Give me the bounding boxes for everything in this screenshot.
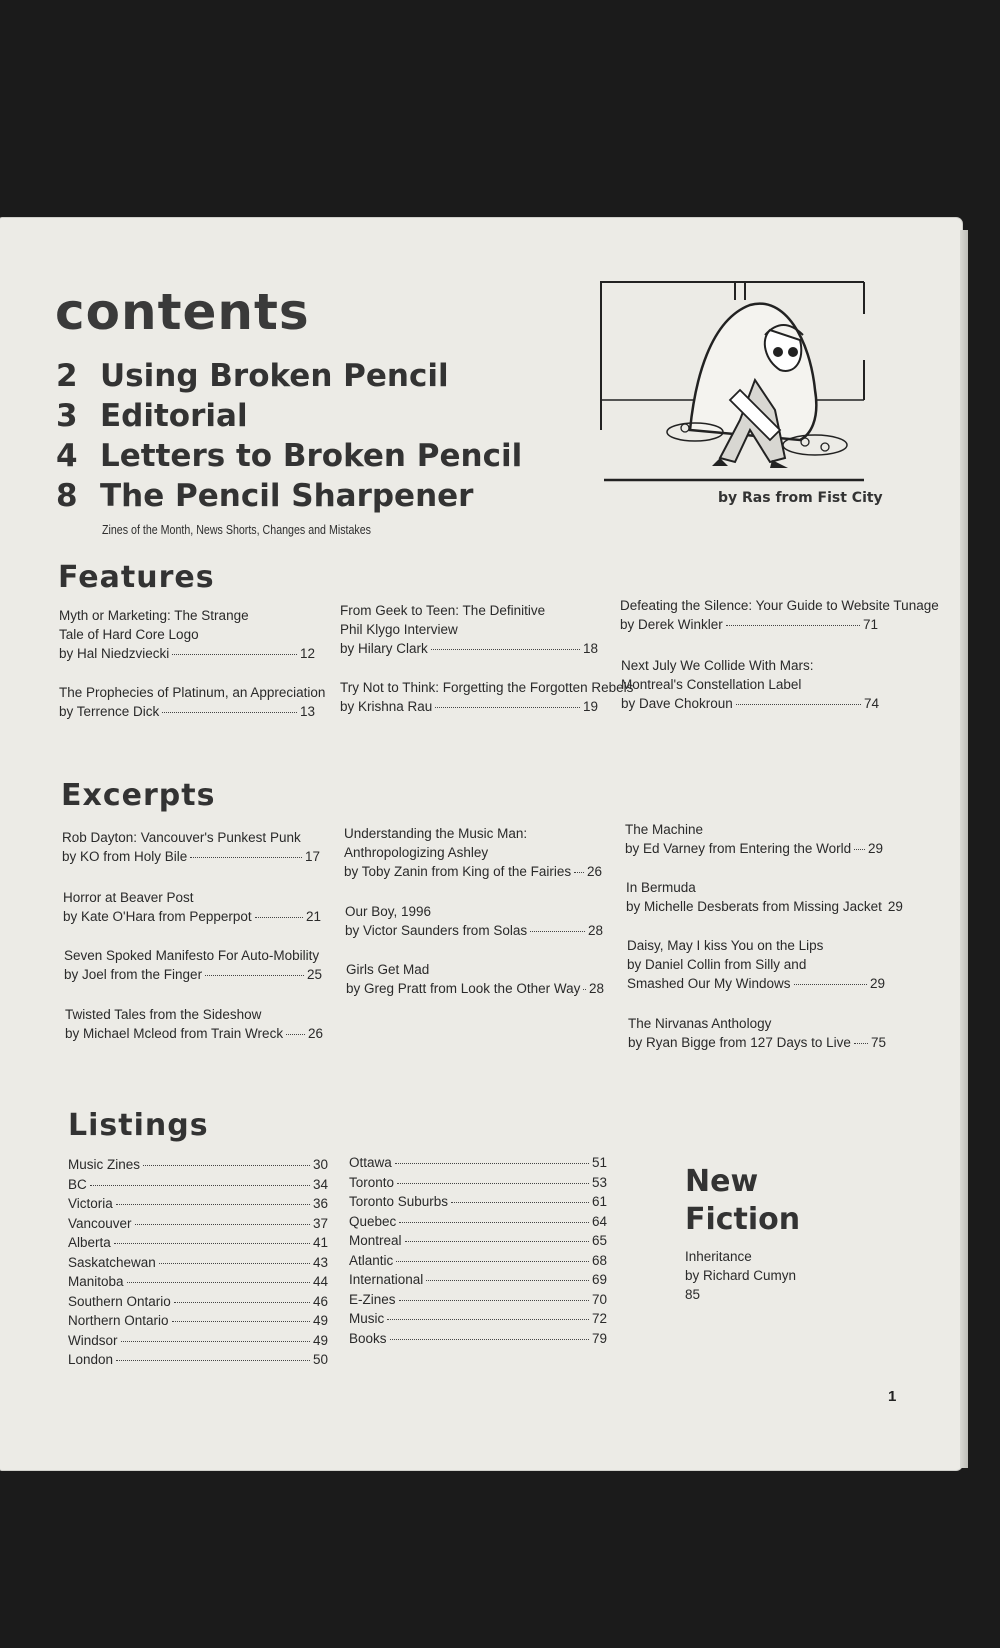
listing-row: Victoria 36	[68, 1196, 328, 1211]
listing-row: Northern Ontario 49	[68, 1313, 328, 1328]
features-entry: Next July We Collide With Mars: Montreal's Constellation Label by Dave Chokroun 74	[621, 658, 879, 711]
new-fiction-story: Inheritance	[685, 1249, 752, 1264]
excerpts-entry: Daisy, May I kiss You on the Lips by Daniel Collin from Silly and Smashed Our My Windows 29	[627, 938, 885, 991]
toc-item-title: Letters to Broken Pencil	[100, 438, 523, 474]
excerpts-entry: The Nirvanas Anthology by Ryan Bigge from 127 Days to Live 75	[628, 1016, 886, 1050]
listing-row: Saskatchewan 43	[68, 1254, 328, 1270]
excerpts-entry: In Bermuda by Michelle Desberats from Missing Jacket 29	[626, 880, 903, 914]
listing-row: London 50	[68, 1352, 328, 1367]
sharpener-subtitle: Zines of the Month, News Shorts, Changes and Mistakes	[102, 522, 371, 537]
toc-item: 8 The Pencil Sharpener	[56, 478, 474, 514]
toc-item: 3 Editorial	[56, 398, 248, 434]
new-fiction-page: 85	[685, 1287, 701, 1302]
page-edge	[960, 230, 968, 1468]
excerpts-entry: Rob Dayton: Vancouver's Punkest Punk by KO from Holy Bile 17	[62, 830, 320, 864]
listing-row: Alberta 41	[68, 1235, 328, 1250]
features-entry: From Geek to Teen: The Definitive Phil Klygo Interview by Hilary Clark 18	[340, 603, 598, 656]
main-toc	[56, 358, 522, 518]
listings-column-2	[349, 1153, 607, 1348]
new-fiction-title-line1: New	[685, 1164, 759, 1199]
contents-title: contents	[55, 283, 310, 341]
toc-item: 4 Letters to Broken Pencil	[56, 438, 523, 474]
page-number: 1	[888, 1388, 897, 1405]
listings-heading: Listings	[68, 1108, 209, 1143]
listing-row: Ottawa 51	[349, 1155, 607, 1170]
listing-row: Quebec 64	[349, 1213, 607, 1229]
excerpts-entry: Our Boy, 1996 by Victor Saunders from Solas 28	[345, 904, 603, 938]
excerpts-entry: Twisted Tales from the Sideshow by Michael Mcleod from Train Wreck 26	[65, 1007, 323, 1041]
listing-row: Montreal 65	[349, 1233, 607, 1248]
toc-item: 2 Using Broken Pencil	[56, 358, 449, 394]
new-fiction-author: by Richard Cumyn	[685, 1268, 797, 1283]
features-entry: Myth or Marketing: The Strange Tale of Hard Core Logo by Hal Niedzviecki 12	[59, 608, 315, 661]
listing-row: E-Zines 70	[349, 1291, 607, 1307]
features-entry: Try Not to Think: Forgetting the Forgotten Rebels by Krishna Rau 19	[340, 680, 634, 714]
listing-row: Southern Ontario 46	[68, 1293, 328, 1309]
excerpts-entry: Horror at Beaver Post by Kate O'Hara from Pepperpot 21	[63, 890, 321, 924]
listing-row: Music 72	[349, 1311, 607, 1326]
listings-column-1	[68, 1155, 328, 1370]
listing-row: Manitoba 44	[68, 1274, 328, 1289]
listing-row: Toronto 53	[349, 1174, 607, 1190]
cartoon-illustration	[600, 280, 865, 486]
new-fiction-title-line2: Fiction	[685, 1202, 801, 1237]
toc-item-title: Using Broken Pencil	[100, 358, 449, 394]
listing-row: Books 79	[349, 1330, 607, 1346]
excerpts-entry: Seven Spoked Manifesto For Auto-Mobility by Joel from the Finger 25	[64, 948, 322, 982]
toc-item-title: Editorial	[100, 398, 248, 434]
new-fiction-block	[685, 1163, 800, 1304]
listing-row: BC 34	[68, 1176, 328, 1192]
listing-row: Vancouver 37	[68, 1215, 328, 1231]
listing-row: Windsor 49	[68, 1332, 328, 1348]
illustration-credit: by Ras from Fist City	[718, 490, 883, 506]
features-heading: Features	[58, 560, 215, 595]
features-entry: Defeating the Silence: Your Guide to Website Tunage by Derek Winkler 71	[620, 598, 939, 632]
listing-row: Toronto Suburbs 61	[349, 1194, 607, 1209]
listing-row: International 69	[349, 1272, 607, 1287]
excerpts-entry: The Machine by Ed Varney from Entering the World 29	[625, 822, 883, 856]
listing-row: Atlantic 68	[349, 1252, 607, 1268]
excerpts-entry: Girls Get Mad by Greg Pratt from Look the Other Way 28	[346, 962, 604, 996]
features-entry: The Prophecies of Platinum, an Appreciation by Terrence Dick 13	[59, 685, 326, 719]
excerpts-heading: Excerpts	[61, 778, 216, 813]
excerpts-entry: Understanding the Music Man: Anthropologizing Ashley by Toby Zanin from King of the Fairies 26	[344, 826, 602, 879]
listing-row: Music Zines 30	[68, 1157, 328, 1172]
toc-item-title: The Pencil Sharpener	[100, 478, 474, 514]
